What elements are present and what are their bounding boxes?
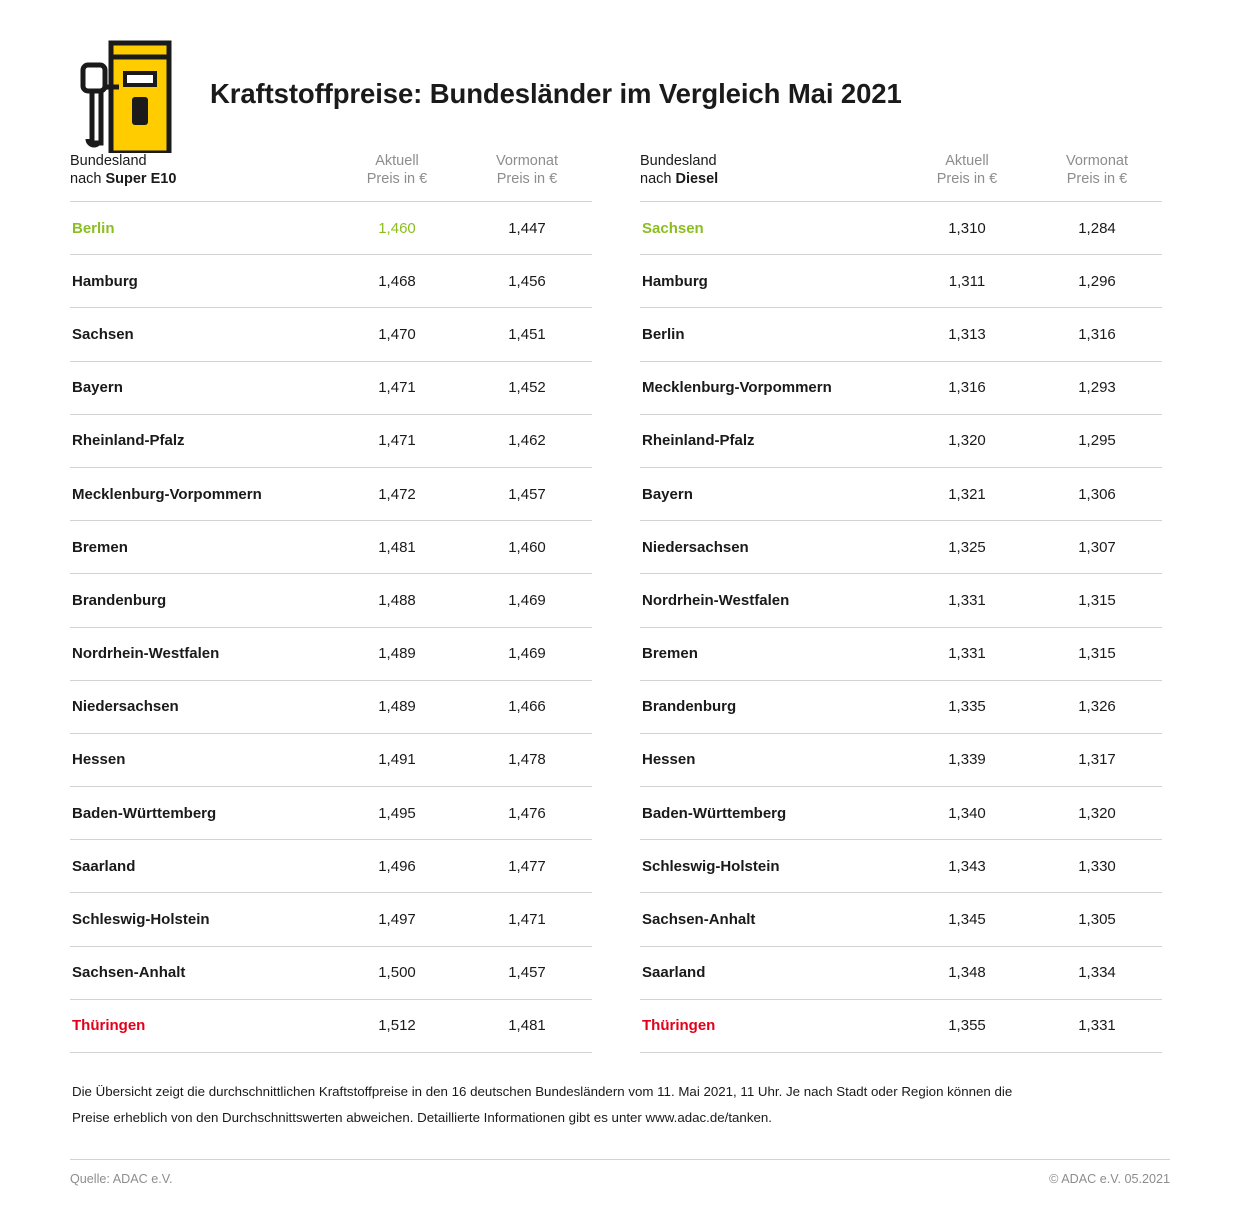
price-previous: 1,334 [1078, 964, 1116, 982]
table-row [640, 999, 1162, 1052]
table-row [70, 361, 592, 414]
price-current: 1,460 [378, 219, 416, 237]
state-name: Bayern [72, 379, 123, 397]
column-header-current-line1: Aktuell [375, 153, 419, 169]
price-previous: 1,316 [1078, 325, 1116, 343]
table-row [640, 521, 1162, 574]
state-name: Baden-Württemberg [642, 804, 787, 822]
price-current: 1,321 [948, 485, 986, 503]
price-previous: 1,295 [1078, 432, 1116, 450]
header [70, 0, 1170, 130]
price-previous: 1,469 [508, 591, 546, 609]
copyright-label: © ADAC e.V. 05.2021 [1049, 1172, 1170, 1186]
column-header-current [902, 152, 1032, 202]
table-row [70, 521, 592, 574]
table-row [640, 308, 1162, 361]
table-header-row [640, 152, 1162, 202]
source-label: Quelle: ADAC e.V. [70, 1172, 173, 1186]
price-current: 1,489 [378, 645, 416, 663]
table-row [70, 787, 592, 840]
table-row [70, 255, 592, 308]
table-row [640, 467, 1162, 520]
price-previous: 1,284 [1078, 219, 1116, 237]
price-previous: 1,452 [508, 379, 546, 397]
state-name: Nordrhein-Westfalen [642, 591, 790, 609]
state-name: Rheinland-Pfalz [72, 432, 185, 450]
table-row [640, 733, 1162, 786]
table-row [70, 893, 592, 946]
table-super-e10 [70, 152, 592, 1053]
price-current: 1,512 [378, 1017, 416, 1035]
price-current: 1,316 [948, 379, 986, 397]
price-current: 1,481 [378, 538, 416, 556]
column-header-current-line2: Preis in € [936, 171, 998, 187]
column-header-state-line2 [70, 170, 332, 188]
price-previous: 1,315 [1078, 591, 1116, 609]
price-current: 1,340 [948, 804, 986, 822]
table-row [70, 467, 592, 520]
price-current: 1,320 [948, 432, 986, 450]
table-row [640, 414, 1162, 467]
column-header-previous-line1: Vormonat [495, 153, 559, 169]
footnote-line-2: Preise erheblich von den Durchschnittswerten abweichen. Detaillierte Informationen gibt es unter www.adac.de/tanken. [72, 1109, 772, 1125]
price-current: 1,335 [948, 698, 986, 716]
price-current: 1,310 [948, 219, 986, 237]
table-row [70, 733, 592, 786]
tables-container [70, 152, 1170, 1053]
price-previous: 1,457 [508, 485, 546, 503]
column-header-previous [462, 152, 592, 202]
state-name: Mecklenburg-Vorpommern [642, 379, 832, 397]
table-row [640, 787, 1162, 840]
table-row [640, 255, 1162, 308]
state-name: Niedersachsen [72, 698, 179, 716]
table-row [70, 627, 592, 680]
state-name: Sachsen-Anhalt [72, 964, 186, 982]
price-previous: 1,457 [508, 964, 546, 982]
price-current: 1,355 [948, 1017, 986, 1035]
column-header-previous-line2: Preis in € [496, 171, 558, 187]
price-previous: 1,477 [508, 857, 546, 875]
price-current: 1,488 [378, 591, 416, 609]
table-row [70, 946, 592, 999]
state-name: Sachsen [72, 325, 134, 343]
state-name: Baden-Württemberg [72, 804, 217, 822]
price-current: 1,472 [378, 485, 416, 503]
price-current: 1,345 [948, 911, 986, 929]
price-current: 1,495 [378, 804, 416, 822]
table-diesel [640, 152, 1162, 1053]
table-row [640, 680, 1162, 733]
column-header-state-line2 [640, 170, 902, 188]
price-previous: 1,306 [1078, 485, 1116, 503]
table-row [640, 361, 1162, 414]
price-previous: 1,305 [1078, 911, 1116, 929]
column-header-previous [1032, 152, 1162, 202]
price-current: 1,311 [948, 272, 986, 290]
state-name: Hamburg [642, 272, 708, 290]
price-previous: 1,451 [508, 325, 546, 343]
page-title: Kraftstoffpreise: Bundesländer im Vergleich Mai 2021 [210, 78, 902, 109]
price-previous: 1,456 [508, 272, 546, 290]
state-name: Thüringen [642, 1017, 716, 1035]
state-name: Bayern [642, 485, 693, 503]
state-name: Hessen [642, 751, 696, 769]
price-current: 1,348 [948, 964, 986, 982]
footnote [70, 1079, 1170, 1131]
state-name: Bremen [642, 645, 698, 663]
state-name: Berlin [72, 219, 115, 237]
sort-prefix: nach [70, 171, 106, 187]
footnote-line-1: Die Übersicht zeigt die durchschnittlichen Kraftstoffpreise in den 16 deutschen Bundesländern vom 11. Mai 2021, 11 Uhr. Je nach Stadt oder Region können die [72, 1084, 1013, 1099]
price-previous: 1,447 [508, 219, 546, 237]
price-previous: 1,478 [508, 751, 546, 769]
table-row [640, 574, 1162, 627]
table-row [640, 893, 1162, 946]
state-name: Berlin [642, 325, 685, 343]
price-previous: 1,307 [1078, 538, 1116, 556]
column-header-current-line2: Preis in € [366, 171, 428, 187]
table-row [640, 202, 1162, 255]
state-name: Mecklenburg-Vorpommern [72, 485, 262, 503]
state-name: Thüringen [72, 1017, 146, 1035]
price-current: 1,468 [378, 272, 416, 290]
state-name: Schleswig-Holstein [72, 911, 210, 929]
price-previous: 1,469 [508, 645, 546, 663]
price-previous: 1,462 [508, 432, 546, 450]
price-previous: 1,315 [1078, 645, 1116, 663]
price-previous: 1,466 [508, 698, 546, 716]
price-current: 1,500 [378, 964, 416, 982]
price-current: 1,496 [378, 857, 416, 875]
column-header-current-line1: Aktuell [945, 153, 989, 169]
price-current: 1,313 [948, 325, 986, 343]
sort-fuel-type: Diesel [675, 171, 719, 187]
column-header-state [640, 152, 902, 202]
price-current: 1,325 [948, 538, 986, 556]
price-previous: 1,330 [1078, 857, 1116, 875]
state-name: Schleswig-Holstein [642, 857, 780, 875]
price-previous: 1,320 [1078, 804, 1116, 822]
column-header-state [70, 152, 332, 202]
column-header-state-line1: Bundesland [640, 153, 717, 169]
table-row [70, 840, 592, 893]
price-previous: 1,317 [1078, 751, 1116, 769]
sort-fuel-type: Super E10 [105, 171, 177, 187]
footer [70, 1159, 1170, 1186]
fuel-pump-icon [80, 35, 188, 153]
state-name: Brandenburg [72, 591, 167, 609]
price-current: 1,343 [948, 857, 986, 875]
state-name: Saarland [72, 857, 136, 875]
price-previous: 1,481 [508, 1017, 546, 1035]
price-current: 1,339 [948, 751, 986, 769]
price-current: 1,470 [378, 325, 416, 343]
state-name: Sachsen-Anhalt [642, 911, 756, 929]
price-current: 1,471 [378, 432, 416, 450]
table-header-row [70, 152, 592, 202]
price-previous: 1,331 [1078, 1017, 1116, 1035]
sort-prefix: nach [640, 171, 676, 187]
state-name: Niedersachsen [642, 538, 749, 556]
price-previous: 1,471 [508, 911, 546, 929]
price-current: 1,489 [378, 698, 416, 716]
price-current: 1,497 [378, 911, 416, 929]
table-row [70, 574, 592, 627]
column-header-previous-line2: Preis in € [1066, 171, 1128, 187]
price-current: 1,331 [948, 591, 986, 609]
state-name: Saarland [642, 964, 706, 982]
price-previous: 1,460 [508, 538, 546, 556]
price-current: 1,331 [948, 645, 986, 663]
table-row [70, 999, 592, 1052]
table-row [70, 414, 592, 467]
state-name: Hessen [72, 751, 126, 769]
table-row [640, 840, 1162, 893]
table-row [640, 627, 1162, 680]
column-header-current [332, 152, 462, 202]
state-name: Nordrhein-Westfalen [72, 645, 220, 663]
table-row [70, 202, 592, 255]
state-name: Bremen [72, 538, 128, 556]
table-row [640, 946, 1162, 999]
price-previous: 1,476 [508, 804, 546, 822]
price-previous: 1,296 [1078, 272, 1116, 290]
price-current: 1,491 [378, 751, 416, 769]
table-row [70, 680, 592, 733]
state-name: Hamburg [72, 272, 138, 290]
state-name: Sachsen [642, 219, 704, 237]
table-row [70, 308, 592, 361]
price-previous: 1,293 [1078, 379, 1116, 397]
price-previous: 1,326 [1078, 698, 1116, 716]
price-current: 1,471 [378, 379, 416, 397]
state-name: Brandenburg [642, 698, 737, 716]
column-header-previous-line1: Vormonat [1065, 153, 1129, 169]
state-name: Rheinland-Pfalz [642, 432, 755, 450]
column-header-state-line1: Bundesland [70, 153, 147, 169]
